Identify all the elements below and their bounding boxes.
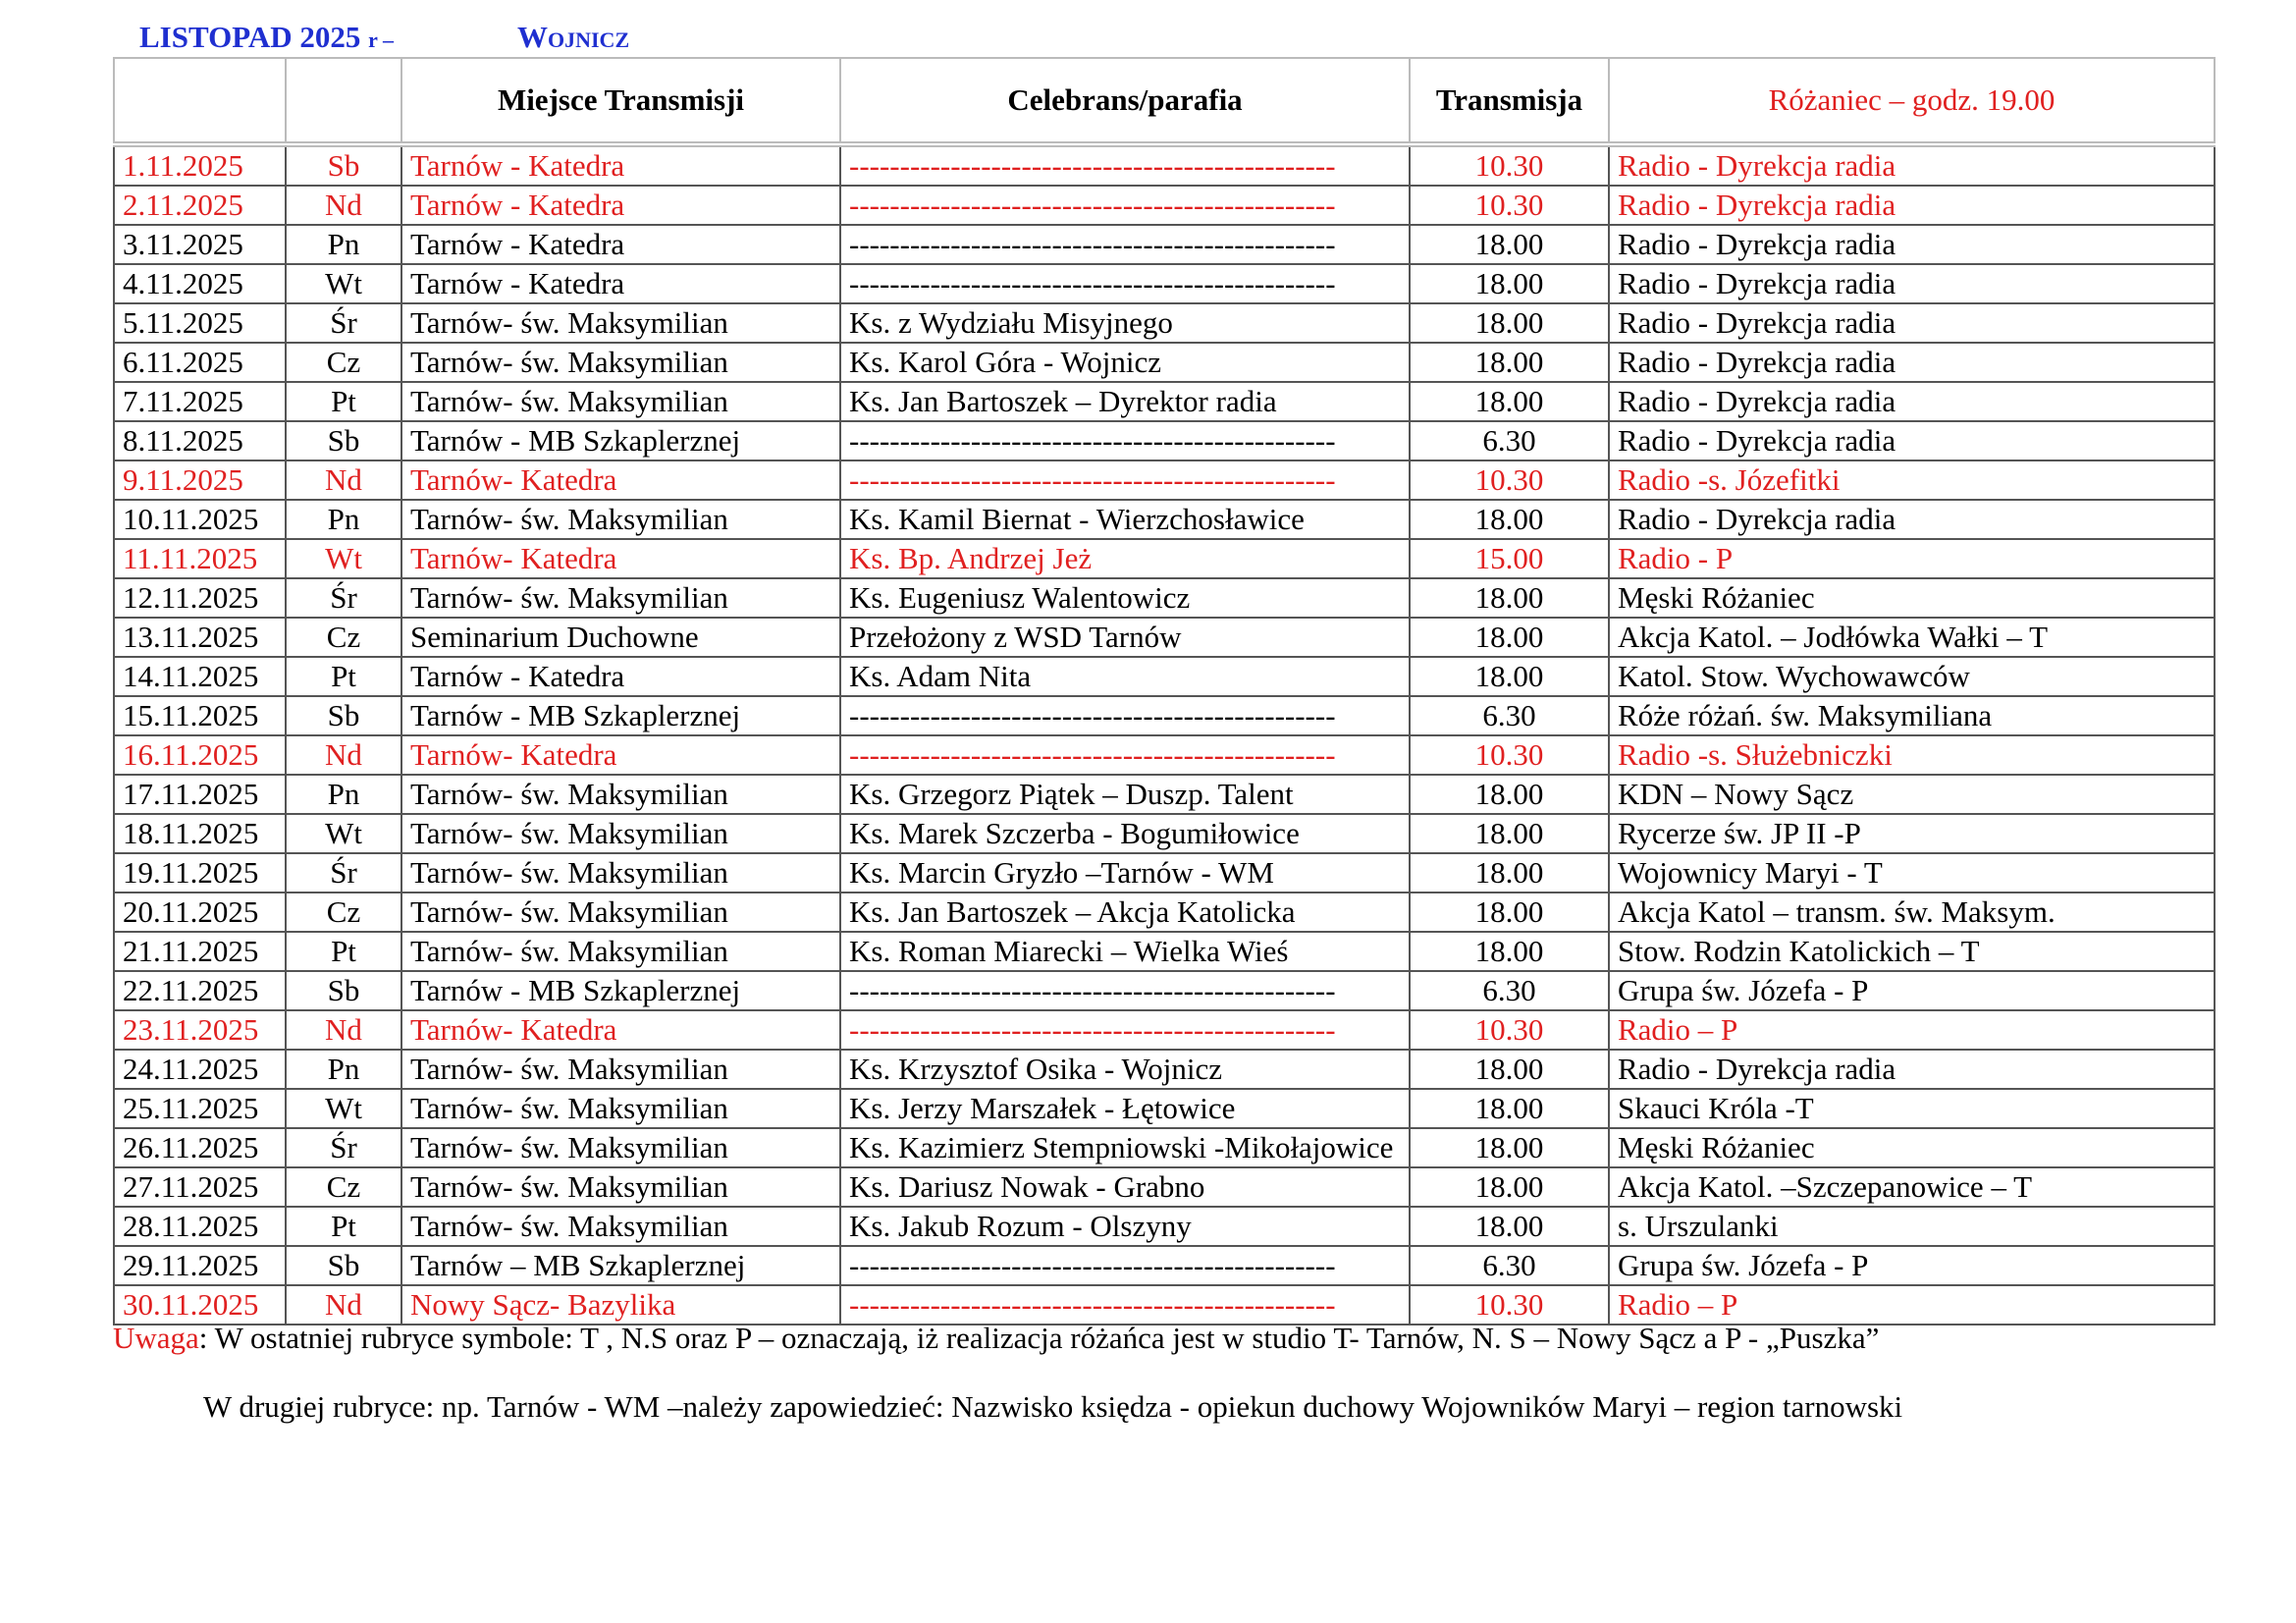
cell-celebrant: ------------------------------------------------: [840, 460, 1410, 500]
cell-place: Tarnów- św. Maksymilian: [401, 1167, 840, 1207]
cell-day: Nd: [286, 1285, 401, 1325]
cell-rosary: Wojownicy Maryi - T: [1609, 853, 2215, 893]
cell-date: 11.11.2025: [114, 539, 286, 578]
cell-celebrant: Ks. Grzegorz Piątek – Duszp. Talent: [840, 775, 1410, 814]
cell-time: 6.30: [1410, 1246, 1609, 1285]
table-row: [114, 539, 2215, 578]
cell-time: 18.00: [1410, 1089, 1609, 1128]
cell-time: 10.30: [1410, 1010, 1609, 1050]
cell-celebrant: ------------------------------------------------: [840, 264, 1410, 303]
cell-time: 10.30: [1410, 735, 1609, 775]
cell-place: Tarnów - Katedra: [401, 225, 840, 264]
table-row: [114, 775, 2215, 814]
cell-day: Cz: [286, 1167, 401, 1207]
col-header-rosary: Różaniec – godz. 19.00: [1609, 58, 2215, 144]
cell-date: 10.11.2025: [114, 500, 286, 539]
cell-date: 15.11.2025: [114, 696, 286, 735]
cell-place: Nowy Sącz- Bazylika: [401, 1285, 840, 1325]
cell-place: Tarnów- św. Maksymilian: [401, 1207, 840, 1246]
cell-rosary: Radio – P: [1609, 1285, 2215, 1325]
table-row: [114, 1128, 2215, 1167]
cell-day: Pn: [286, 500, 401, 539]
cell-day: Cz: [286, 893, 401, 932]
cell-place: Seminarium Duchowne: [401, 618, 840, 657]
cell-day: Nd: [286, 1010, 401, 1050]
cell-rosary: Radio – P: [1609, 1010, 2215, 1050]
cell-date: 27.11.2025: [114, 1167, 286, 1207]
cell-day: Śr: [286, 578, 401, 618]
cell-rosary: Radio - Dyrekcja radia: [1609, 343, 2215, 382]
cell-place: Tarnów- św. Maksymilian: [401, 853, 840, 893]
cell-date: 19.11.2025: [114, 853, 286, 893]
heading-r-mark: r –: [368, 27, 394, 52]
cell-place: Tarnów- św. Maksymilian: [401, 932, 840, 971]
cell-day: Pt: [286, 932, 401, 971]
col-header-place: Miejsce Transmisji: [401, 58, 840, 144]
cell-date: 17.11.2025: [114, 775, 286, 814]
cell-date: 21.11.2025: [114, 932, 286, 971]
cell-rosary: Skauci Króla -T: [1609, 1089, 2215, 1128]
cell-date: 5.11.2025: [114, 303, 286, 343]
table-row: [114, 1050, 2215, 1089]
cell-celebrant: ------------------------------------------------: [840, 1246, 1410, 1285]
note-legend: [113, 1321, 1879, 1356]
cell-celebrant: Ks. Jan Bartoszek – Akcja Katolicka: [840, 893, 1410, 932]
table-row: [114, 1246, 2215, 1285]
table-row: [114, 1285, 2215, 1325]
table-row: [114, 1167, 2215, 1207]
cell-time: 18.00: [1410, 264, 1609, 303]
cell-place: Tarnów- św. Maksymilian: [401, 500, 840, 539]
cell-celebrant: Ks. Kazimierz Stempniowski -Mikołajowice: [840, 1128, 1410, 1167]
cell-celebrant: ------------------------------------------------: [840, 144, 1410, 186]
page-heading: [139, 20, 630, 55]
cell-celebrant: Ks. Karol Góra - Wojnicz: [840, 343, 1410, 382]
table-row: [114, 186, 2215, 225]
cell-day: Pn: [286, 775, 401, 814]
table-row: [114, 1207, 2215, 1246]
cell-time: 18.00: [1410, 303, 1609, 343]
cell-celebrant: Ks. Roman Miarecki – Wielka Wieś: [840, 932, 1410, 971]
table-row: [114, 893, 2215, 932]
cell-celebrant: Ks. Jan Bartoszek – Dyrektor radia: [840, 382, 1410, 421]
cell-rosary: Radio - Dyrekcja radia: [1609, 382, 2215, 421]
cell-place: Tarnów - MB Szkaplerznej: [401, 421, 840, 460]
cell-date: 16.11.2025: [114, 735, 286, 775]
heading-town: Wojnicz: [517, 20, 630, 54]
cell-celebrant: Ks. Jakub Rozum - Olszyny: [840, 1207, 1410, 1246]
cell-time: 18.00: [1410, 853, 1609, 893]
cell-celebrant: Ks. Marcin Gryzło –Tarnów - WM: [840, 853, 1410, 893]
table-row: [114, 1010, 2215, 1050]
cell-rosary: Męski Różaniec: [1609, 578, 2215, 618]
cell-celebrant: Ks. Krzysztof Osika - Wojnicz: [840, 1050, 1410, 1089]
cell-rosary: Rycerze św. JP II -P: [1609, 814, 2215, 853]
cell-place: Tarnów- św. Maksymilian: [401, 578, 840, 618]
col-header-transmission: Transmisja: [1410, 58, 1609, 144]
table-row: [114, 144, 2215, 186]
table-row: [114, 382, 2215, 421]
table-row: [114, 1089, 2215, 1128]
cell-day: Wt: [286, 1089, 401, 1128]
cell-day: Pt: [286, 1207, 401, 1246]
cell-place: Tarnów- św. Maksymilian: [401, 1089, 840, 1128]
cell-rosary: Radio - Dyrekcja radia: [1609, 421, 2215, 460]
note-label: Uwaga: [113, 1321, 199, 1355]
table-row: [114, 343, 2215, 382]
cell-rosary: Stow. Rodzin Katolickich – T: [1609, 932, 2215, 971]
cell-day: Sb: [286, 421, 401, 460]
cell-day: Sb: [286, 971, 401, 1010]
cell-place: Tarnów - Katedra: [401, 657, 840, 696]
cell-rosary: Katol. Stow. Wychowawców: [1609, 657, 2215, 696]
table-header-row: [114, 58, 2215, 144]
cell-place: Tarnów - Katedra: [401, 144, 840, 186]
cell-celebrant: Ks. Jerzy Marszałek - Łętowice: [840, 1089, 1410, 1128]
cell-day: Cz: [286, 343, 401, 382]
table-row: [114, 657, 2215, 696]
cell-place: Tarnów- Katedra: [401, 539, 840, 578]
cell-celebrant: ------------------------------------------------: [840, 186, 1410, 225]
cell-day: Sb: [286, 144, 401, 186]
col-header-day: [286, 58, 401, 144]
cell-celebrant: ------------------------------------------------: [840, 225, 1410, 264]
cell-rosary: Radio - Dyrekcja radia: [1609, 186, 2215, 225]
cell-time: 18.00: [1410, 775, 1609, 814]
cell-rosary: KDN – Nowy Sącz: [1609, 775, 2215, 814]
cell-celebrant: Przełożony z WSD Tarnów: [840, 618, 1410, 657]
cell-date: 4.11.2025: [114, 264, 286, 303]
cell-place: Tarnów- Katedra: [401, 1010, 840, 1050]
cell-day: Pn: [286, 1050, 401, 1089]
cell-rosary: Radio - Dyrekcja radia: [1609, 1050, 2215, 1089]
cell-time: 6.30: [1410, 696, 1609, 735]
table-row: [114, 971, 2215, 1010]
cell-date: 7.11.2025: [114, 382, 286, 421]
cell-place: Tarnów- św. Maksymilian: [401, 343, 840, 382]
cell-place: Tarnów - Katedra: [401, 264, 840, 303]
note-legend-text: : W ostatniej rubryce symbole: T , N.S oraz P – oznaczają, iż realizacja różańca jest w studio T- Tarnów, N. S – Nowy Sącz a P - „Puszka”: [198, 1321, 1880, 1355]
cell-place: Tarnów- św. Maksymilian: [401, 1128, 840, 1167]
table-body: [114, 144, 2215, 1325]
cell-time: 18.00: [1410, 657, 1609, 696]
cell-time: 10.30: [1410, 1285, 1609, 1325]
cell-celebrant: ------------------------------------------------: [840, 1285, 1410, 1325]
table-row: [114, 500, 2215, 539]
cell-rosary: Akcja Katol. –Szczepanowice – T: [1609, 1167, 2215, 1207]
cell-time: 18.00: [1410, 1128, 1609, 1167]
cell-day: Cz: [286, 618, 401, 657]
cell-rosary: Radio - Dyrekcja radia: [1609, 500, 2215, 539]
cell-celebrant: ------------------------------------------------: [840, 696, 1410, 735]
cell-rosary: Grupa św. Józefa - P: [1609, 1246, 2215, 1285]
cell-celebrant: Ks. Bp. Andrzej Jeż: [840, 539, 1410, 578]
cell-place: Tarnów - Katedra: [401, 186, 840, 225]
cell-time: 6.30: [1410, 421, 1609, 460]
cell-celebrant: Ks. Kamil Biernat - Wierzchosławice: [840, 500, 1410, 539]
cell-time: 18.00: [1410, 932, 1609, 971]
cell-time: 10.30: [1410, 186, 1609, 225]
cell-time: 10.30: [1410, 460, 1609, 500]
cell-day: Nd: [286, 186, 401, 225]
table-row: [114, 460, 2215, 500]
cell-date: 20.11.2025: [114, 893, 286, 932]
table-row: [114, 225, 2215, 264]
cell-rosary: Męski Różaniec: [1609, 1128, 2215, 1167]
cell-time: 18.00: [1410, 1207, 1609, 1246]
cell-celebrant: ------------------------------------------------: [840, 421, 1410, 460]
cell-day: Sb: [286, 1246, 401, 1285]
table-row: [114, 578, 2215, 618]
cell-place: Tarnów- św. Maksymilian: [401, 303, 840, 343]
cell-celebrant: ------------------------------------------------: [840, 735, 1410, 775]
cell-date: 12.11.2025: [114, 578, 286, 618]
cell-date: 2.11.2025: [114, 186, 286, 225]
table-row: [114, 264, 2215, 303]
table-row: [114, 853, 2215, 893]
cell-day: Wt: [286, 814, 401, 853]
cell-time: 18.00: [1410, 343, 1609, 382]
cell-day: Pt: [286, 657, 401, 696]
cell-celebrant: Ks. Eugeniusz Walentowicz: [840, 578, 1410, 618]
cell-date: 23.11.2025: [114, 1010, 286, 1050]
cell-celebrant: Ks. Adam Nita: [840, 657, 1410, 696]
table-row: [114, 814, 2215, 853]
cell-time: 18.00: [1410, 618, 1609, 657]
cell-time: 10.30: [1410, 144, 1609, 186]
cell-place: Tarnów- Katedra: [401, 735, 840, 775]
cell-celebrant: ------------------------------------------------: [840, 971, 1410, 1010]
cell-place: Tarnów – MB Szkaplerznej: [401, 1246, 840, 1285]
cell-day: Pn: [286, 225, 401, 264]
cell-place: Tarnów- św. Maksymilian: [401, 814, 840, 853]
cell-date: 26.11.2025: [114, 1128, 286, 1167]
cell-time: 18.00: [1410, 893, 1609, 932]
cell-time: 18.00: [1410, 578, 1609, 618]
cell-date: 6.11.2025: [114, 343, 286, 382]
table-row: [114, 932, 2215, 971]
cell-date: 29.11.2025: [114, 1246, 286, 1285]
cell-date: 28.11.2025: [114, 1207, 286, 1246]
cell-place: Tarnów- św. Maksymilian: [401, 1050, 840, 1089]
cell-day: Śr: [286, 1128, 401, 1167]
cell-time: 18.00: [1410, 814, 1609, 853]
cell-day: Wt: [286, 539, 401, 578]
table-row: [114, 303, 2215, 343]
cell-date: 30.11.2025: [114, 1285, 286, 1325]
cell-date: 1.11.2025: [114, 144, 286, 186]
cell-celebrant: Ks. Marek Szczerba - Bogumiłowice: [840, 814, 1410, 853]
cell-place: Tarnów- Katedra: [401, 460, 840, 500]
cell-time: 18.00: [1410, 382, 1609, 421]
cell-date: 9.11.2025: [114, 460, 286, 500]
cell-rosary: Radio -s. Służebniczki: [1609, 735, 2215, 775]
cell-rosary: Radio - P: [1609, 539, 2215, 578]
cell-rosary: Radio - Dyrekcja radia: [1609, 144, 2215, 186]
cell-rosary: s. Urszulanki: [1609, 1207, 2215, 1246]
cell-date: 8.11.2025: [114, 421, 286, 460]
cell-rosary: Akcja Katol. – Jodłówka Wałki – T: [1609, 618, 2215, 657]
cell-time: 15.00: [1410, 539, 1609, 578]
table-row: [114, 696, 2215, 735]
cell-time: 18.00: [1410, 225, 1609, 264]
cell-place: Tarnów - MB Szkaplerznej: [401, 971, 840, 1010]
cell-date: 14.11.2025: [114, 657, 286, 696]
cell-day: Sb: [286, 696, 401, 735]
cell-rosary: Grupa św. Józefa - P: [1609, 971, 2215, 1010]
cell-place: Tarnów- św. Maksymilian: [401, 382, 840, 421]
cell-time: 6.30: [1410, 971, 1609, 1010]
cell-date: 18.11.2025: [114, 814, 286, 853]
cell-day: Śr: [286, 853, 401, 893]
cell-place: Tarnów- św. Maksymilian: [401, 775, 840, 814]
cell-rosary: Radio - Dyrekcja radia: [1609, 264, 2215, 303]
cell-date: 13.11.2025: [114, 618, 286, 657]
cell-date: 24.11.2025: [114, 1050, 286, 1089]
cell-day: Nd: [286, 460, 401, 500]
table-row: [114, 735, 2215, 775]
table-row: [114, 618, 2215, 657]
schedule-table: [113, 57, 2216, 1325]
cell-rosary: Akcja Katol – transm. św. Maksym.: [1609, 893, 2215, 932]
cell-date: 3.11.2025: [114, 225, 286, 264]
cell-time: 18.00: [1410, 500, 1609, 539]
cell-celebrant: Ks. Dariusz Nowak - Grabno: [840, 1167, 1410, 1207]
cell-time: 18.00: [1410, 1050, 1609, 1089]
cell-place: Tarnów - MB Szkaplerznej: [401, 696, 840, 735]
cell-celebrant: Ks. z Wydziału Misyjnego: [840, 303, 1410, 343]
note-announcement: W drugiej rubryce: np. Tarnów - WM –należy zapowiedzieć: Nazwisko księdza - opiekun duchowy Wojowników Maryi – region tarnowski: [203, 1389, 1903, 1424]
cell-day: Wt: [286, 264, 401, 303]
cell-time: 18.00: [1410, 1167, 1609, 1207]
cell-celebrant: ------------------------------------------------: [840, 1010, 1410, 1050]
cell-rosary: Róże różań. św. Maksymiliana: [1609, 696, 2215, 735]
cell-day: Pt: [286, 382, 401, 421]
col-header-celebrant: Celebrans/parafia: [840, 58, 1410, 144]
heading-month: LISTOPAD 2025: [139, 20, 361, 54]
cell-rosary: Radio - Dyrekcja radia: [1609, 225, 2215, 264]
cell-date: 25.11.2025: [114, 1089, 286, 1128]
col-header-date: [114, 58, 286, 144]
cell-rosary: Radio - Dyrekcja radia: [1609, 303, 2215, 343]
cell-place: Tarnów- św. Maksymilian: [401, 893, 840, 932]
cell-day: Śr: [286, 303, 401, 343]
cell-day: Nd: [286, 735, 401, 775]
cell-date: 22.11.2025: [114, 971, 286, 1010]
cell-rosary: Radio -s. Józefitki: [1609, 460, 2215, 500]
table-row: [114, 421, 2215, 460]
